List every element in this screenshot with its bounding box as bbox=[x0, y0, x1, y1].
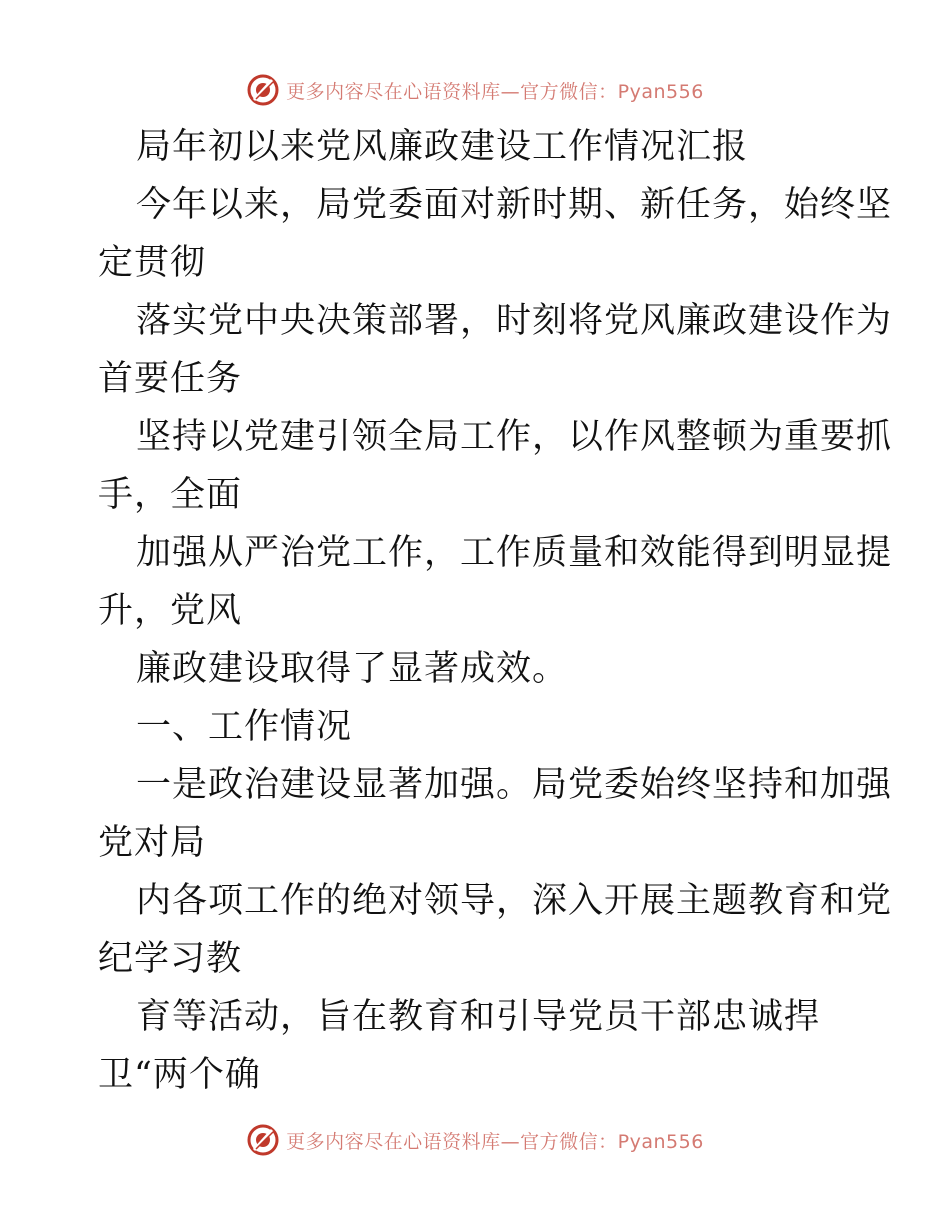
header-watermark bbox=[0, 70, 950, 110]
paragraph-line: 党对局 bbox=[98, 823, 207, 863]
paragraph-line: 纪学习教 bbox=[98, 939, 243, 979]
paragraph-line: 今年以来，局党委面对新时期、新任务，始终坚 bbox=[136, 185, 893, 225]
paragraph-line: 定贯彻 bbox=[98, 243, 207, 283]
paragraph-line: 廉政建设取得了显著成效。 bbox=[136, 649, 569, 689]
paragraph-line: 手，全面 bbox=[98, 475, 243, 515]
logo-icon bbox=[246, 73, 280, 107]
document-body bbox=[98, 118, 893, 1104]
paragraph-line: 落实党中央决策部署，时刻将党风廉政建设作为 bbox=[136, 301, 893, 341]
section-heading: 一、工作情况 bbox=[136, 707, 353, 747]
paragraph-line: 加强从严治党工作，工作质量和效能得到明显提 bbox=[136, 533, 893, 573]
paragraph-line: 首要任务 bbox=[98, 359, 243, 399]
paragraph-line: 坚持以党建引领全局工作，以作风整顿为重要抓 bbox=[136, 417, 893, 457]
paragraph-line: 一是政治建设显著加强。局党委始终坚持和加强 bbox=[136, 765, 893, 805]
logo-icon bbox=[246, 1123, 280, 1157]
paragraph-line: 升，党风 bbox=[98, 591, 243, 631]
footer-watermark bbox=[0, 1120, 950, 1160]
document-title: 局年初以来党风廉政建设工作情况汇报 bbox=[136, 127, 749, 167]
paragraph-line: 内各项工作的绝对领导，深入开展主题教育和党 bbox=[136, 881, 893, 921]
watermark-text: 更多内容尽在心语资料库—官方微信：Pyan556 bbox=[286, 1130, 704, 1153]
paragraph-line: 育等活动，旨在教育和引导党员干部忠诚捍 bbox=[136, 997, 821, 1037]
paragraph-line: 卫“两个确 bbox=[98, 1055, 261, 1095]
watermark-text: 更多内容尽在心语资料库—官方微信：Pyan556 bbox=[286, 80, 704, 103]
